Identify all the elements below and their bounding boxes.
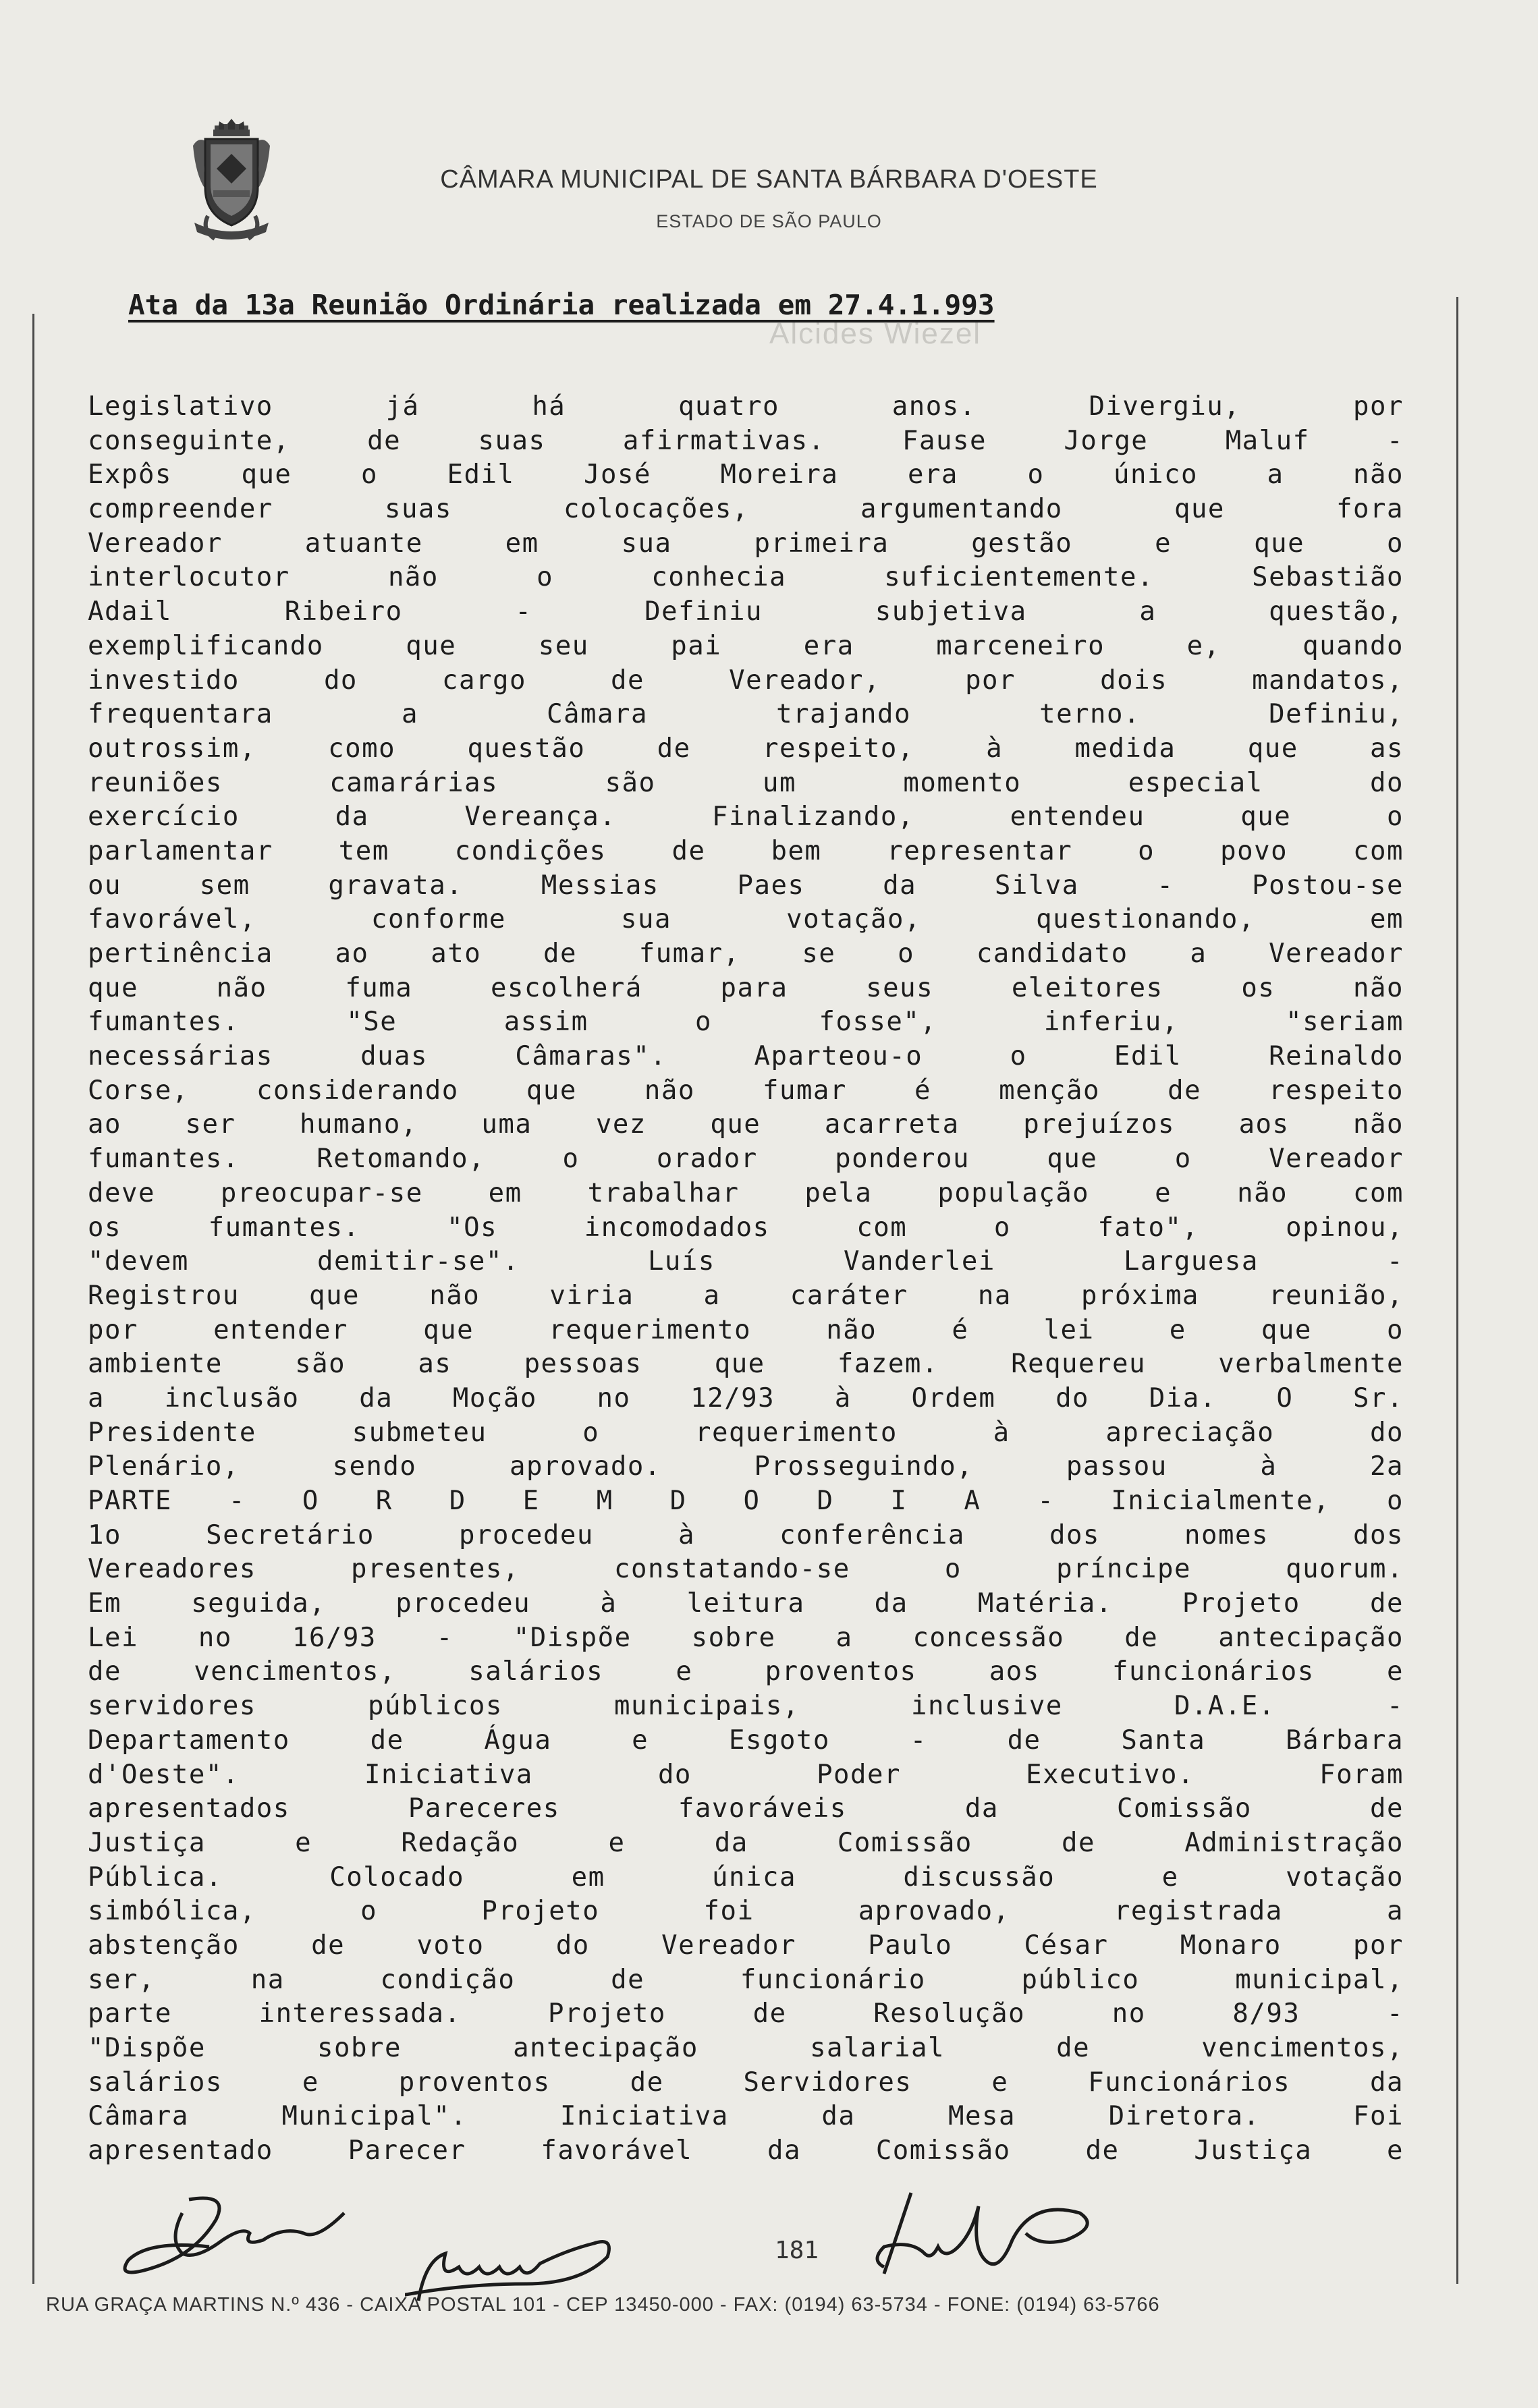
text-line: frequentara a Câmara trajando terno. Definiu, — [88, 699, 1404, 730]
background-watermark-text: Alcides Wiezel — [769, 317, 982, 350]
text-line: parlamentar tem condições de bem representar o povo com — [88, 835, 1404, 866]
text-line: d'Oeste". Iniciativa do Poder Executivo. Foram — [88, 1759, 1404, 1790]
text-line: simbólica, o Projeto foi aprovado, registrada a — [88, 1896, 1404, 1927]
page-frame-right — [1456, 297, 1458, 2284]
text-line: Registrou que não viria a caráter na próxima reunião, — [88, 1280, 1404, 1311]
text-line: salários e proventos de Servidores e Funcionários da — [88, 2067, 1404, 2098]
text-line: Departamento de Água e Esgoto - de Santa Bárbara — [88, 1725, 1404, 1756]
text-line: Vereador atuante em sua primeira gestão e que o — [88, 528, 1404, 559]
text-line: Vereadores presentes, constatando-se o príncipe quorum. — [88, 1554, 1404, 1585]
text-line: "Dispõe sobre antecipação salarial de vencimentos, — [88, 2033, 1404, 2063]
text-line: Legislativo já há quatro anos. Divergiu, por — [88, 391, 1404, 422]
text-line: apresentado Parecer favorável da Comissão de Justiça e — [88, 2135, 1404, 2166]
text-line: abstenção de voto do Vereador Paulo César Monaro por — [88, 1930, 1404, 1961]
text-line: Corse, considerando que não fumar é menção de respeito — [88, 1075, 1404, 1106]
text-line: ao ser humano, uma vez que acarreta prejuízos aos não — [88, 1109, 1404, 1140]
text-line: Expôs que o Edil José Moreira era o único a não — [88, 459, 1404, 491]
text-line: de vencimentos, salários e proventos aos funcionários e — [88, 1656, 1404, 1687]
text-line: a inclusão da Moção no 12/93 à Ordem do Dia. O Sr. — [88, 1382, 1404, 1413]
text-line: servidores públicos municipais, inclusive D.A.E. - — [88, 1691, 1404, 1722]
text-line: Adail Ribeiro - Definiu subjetiva a questão, — [88, 596, 1404, 627]
text-line: parte interessada. Projeto de Resolução no 8/93 - — [88, 1998, 1404, 2029]
text-line: interlocutor não o conhecia suficientemente. Sebastião — [88, 562, 1404, 593]
text-line: necessárias duas Câmaras". Aparteou-o o Edil Reinaldo — [88, 1041, 1404, 1072]
text-line: fumantes. Retomando, o orador ponderou que o Vereador — [88, 1144, 1404, 1175]
text-line: conseguinte, de suas afirmativas. Fause Jorge Maluf - — [88, 425, 1404, 456]
text-line: Câmara Municipal". Iniciativa da Mesa Diretora. Foi — [88, 2101, 1404, 2132]
text-line: PARTE - O R D E M D O D I A - Inicialmente, o — [88, 1486, 1404, 1516]
institution-name: CÂMARA MUNICIPAL DE SANTA BÁRBARA D'OESTE — [440, 165, 1098, 194]
page-number: 181 — [775, 2237, 819, 2264]
text-line: Lei no 16/93 - "Dispõe sobre a concessão de antecipação — [88, 1622, 1404, 1653]
state-name: ESTADO DE SÃO PAULO — [656, 211, 882, 231]
text-line: Pública. Colocado em única discussão e votação — [88, 1861, 1404, 1893]
text-line: exercício da Vereança. Finalizando, entendeu que o — [88, 802, 1404, 833]
text-line: por entender que requerimento não é lei e que o — [88, 1314, 1404, 1345]
text-line: Em seguida, procedeu à leitura da Matéria. Projeto de — [88, 1588, 1404, 1619]
text-line: 1o Secretário procedeu à conferência dos nomes dos — [88, 1519, 1404, 1550]
minutes-body — [88, 390, 1404, 2168]
text-line: fumantes. "Se assim o fosse", inferiu, "seriam — [88, 1007, 1404, 1038]
text-line: ser, na condição de funcionário público municipal, — [88, 1964, 1404, 1995]
text-line: ambiente são as pessoas que fazem. Requereu verbalmente — [88, 1349, 1404, 1380]
text-line: compreender suas colocações, argumentando que fora — [88, 494, 1404, 525]
text-line: "devem demitir-se". Luís Vanderlei Larguesa - — [88, 1246, 1404, 1277]
text-line: deve preocupar-se em trabalhar pela população e não com — [88, 1177, 1404, 1208]
text-line: pertinência ao ato de fumar, se o candidato a Vereador — [88, 939, 1404, 969]
text-line: investido do cargo de Vereador, por dois mandatos, — [88, 665, 1404, 696]
text-line: outrossim, como questão de respeito, à medida que as — [88, 733, 1404, 764]
minutes-title: Ata da 13a Reunião Ordinária realizada em 27.4.1.993 — [128, 289, 995, 321]
text-line: ou sem gravata. Messias Paes da Silva - Postou-se — [88, 870, 1404, 901]
text-line: Presidente submeteu o requerimento à apreciação do — [88, 1417, 1404, 1448]
text-line: que não fuma escolherá para seus eleitores os não — [88, 972, 1404, 1003]
text-line: Plenário, sendo aprovado. Prosseguindo, passou à 2a — [88, 1451, 1404, 1482]
signature-three-icon — [857, 2179, 1114, 2294]
text-line: os fumantes. "Os incomodados com o fato", opinou, — [88, 1212, 1404, 1243]
footer-address: RUA GRAÇA MARTINS N.º 436 - CAIXA POSTAL 101 - CEP 13450-000 - FAX: (0194) 63-5734 - FONE: (0194) 63-5766 — [46, 2294, 1160, 2316]
text-line: exemplificando que seu pai era marceneiro e, quando — [88, 630, 1404, 661]
text-line: reuniões camarárias são um momento especial do — [88, 767, 1404, 798]
text-line: Justiça e Redação e da Comissão de Administração — [88, 1827, 1404, 1858]
text-line: apresentados Pareceres favoráveis da Comissão de — [88, 1793, 1404, 1824]
text-line: favorável, conforme sua votação, questionando, em — [88, 904, 1404, 935]
signature-one-icon — [88, 2186, 412, 2307]
page-frame-left — [32, 314, 34, 2284]
